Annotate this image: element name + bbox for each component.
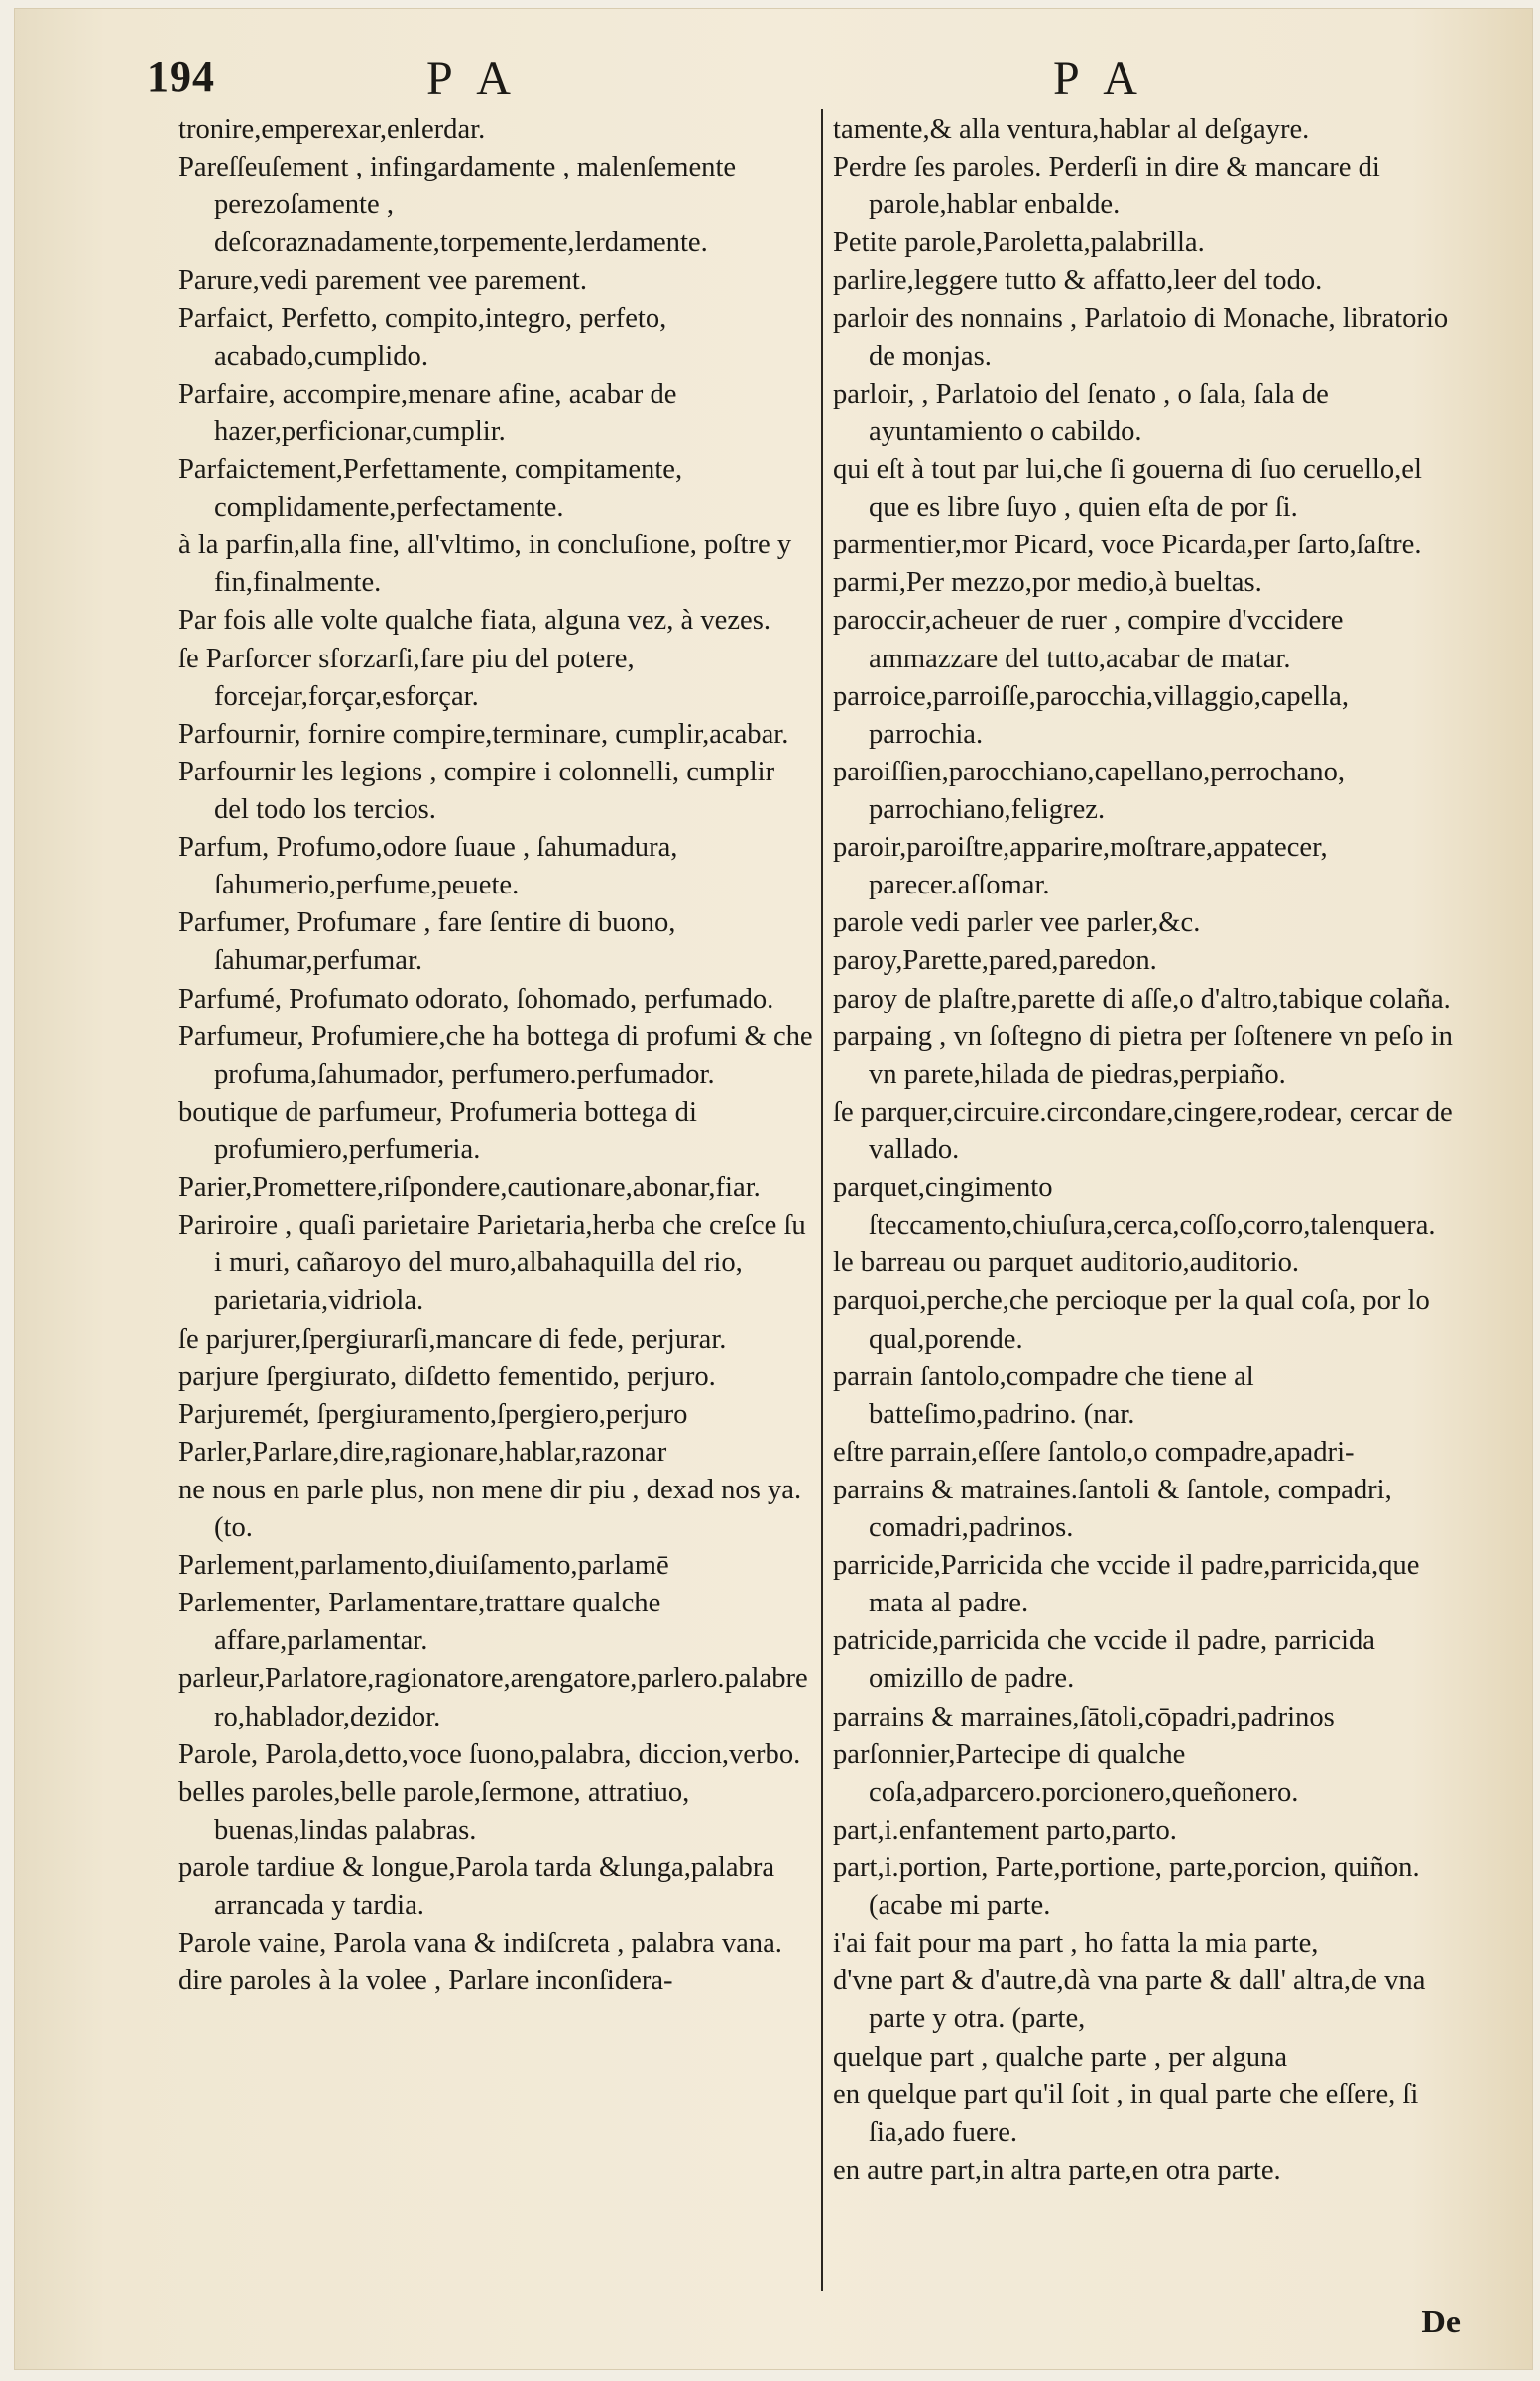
dictionary-entry: Parole vaine, Parola vana & indiſcreta , palabra vana.	[178, 1928, 782, 1960]
dictionary-entry: Parfumer, Profumare , fare ſentire di buono, ſahumar,perfumar.	[178, 907, 676, 977]
dictionary-entry: ne nous en parle plus, non mene dir piu , dexad nos ya. (to.	[178, 1474, 802, 1544]
dictionary-entry: Par fois alle volte qualche fiata, alguna vez, à vezes.	[178, 605, 771, 637]
dictionary-entry: part,i.enfantement parto,parto.	[833, 1814, 1177, 1845]
dictionary-entry: quelque part , qualche parte , per alguna	[833, 2041, 1288, 2073]
dictionary-entry: en quelque part qu'il ſoit , in qual parte che eſſere, ſi ſia,ado fuere.	[833, 2079, 1419, 2148]
dictionary-entry: Parfumé, Profumato odorato, ſohomado, perfumado.	[178, 983, 774, 1014]
dictionary-entry: dire paroles à la volee , Parlare inconſidera-	[178, 1965, 673, 1997]
column-divider	[821, 109, 823, 2291]
dictionary-entry: parquet,cingimento ſteccamento,chiuſura,cerca,coſſo,corro,talenquera.	[833, 1172, 1436, 1242]
dictionary-entry: Parlementer, Parlamentare,trattare qualche affare,parlamentar.	[178, 1588, 661, 1657]
dictionary-entry: parloir des nonnains , Parlatoio di Monache, libratorio de monjas.	[833, 302, 1449, 372]
dictionary-entry: Parfaictement,Perfettamente, compitamente, complidamente,perfectamente.	[178, 453, 683, 524]
dictionary-entry: d'vne part & d'autre,dà vna parte & dall' altra,de vna parte y otra. (parte,	[833, 1965, 1426, 2035]
catchword: De	[1421, 2304, 1461, 2340]
right-column	[833, 111, 1468, 2367]
dictionary-entry: parquoi,perche,che percioque per la qual coſa, por lo qual,porende.	[833, 1285, 1430, 1355]
dictionary-entry: boutique de parfumeur, Profumeria bottega di profumiero,perfumeria.	[178, 1096, 697, 1165]
dictionary-entry: eſtre parrain,eſſere ſantolo,o compadre,apadri-	[833, 1436, 1355, 1468]
dictionary-entry: ſe parjurer,ſpergiurarſi,mancare di fede, perjurar.	[178, 1323, 727, 1355]
dictionary-entry: Parfaire, accompire,menare afine, acabar de hazer,perficionar,cumplir.	[178, 378, 677, 447]
dictionary-entry: Parfournir les legions , compire i colonnelli, cumplir del todo los tercios.	[178, 756, 775, 825]
dictionary-entry: à la parfin,alla fine, all'vltimo, in concluſione, poſtre y fin,finalmente.	[178, 530, 792, 599]
dictionary-entry: parmi,Per mezzo,por medio,à bueltas.	[833, 567, 1262, 599]
dictionary-entry: parloir, , Parlatoio del ſenato , o ſala, ſala de ayuntamiento o cabildo.	[833, 378, 1329, 447]
dictionary-entry: tamente,& alla ventura,hablar al deſgayre.	[833, 114, 1310, 145]
dictionary-entry: le barreau ou parquet auditorio,auditorio.	[833, 1248, 1300, 1279]
running-head-right: P A	[1053, 53, 1145, 105]
dictionary-entry: paroir,paroiſtre,apparire,moſtrare,appatecer, parecer.aſſomar.	[833, 832, 1328, 901]
dictionary-entry: Parfournir, fornire compire,terminare, cumplir,acabar.	[178, 718, 789, 750]
dictionary-entry: Parjuremét, ſpergiuramento,ſpergiero,perjuro	[178, 1398, 688, 1430]
dictionary-entry: ſe parquer,circuire.circondare,cingere,rodear, cercar de vallado.	[833, 1096, 1453, 1165]
dictionary-entry: parricide,Parricida che vccide il padre,parricida,que mata al padre.	[833, 1550, 1420, 1619]
dictionary-entry: parlire,leggere tutto & affatto,leer del todo.	[833, 265, 1323, 297]
dictionary-entry: Parler,Parlare,dire,ragionare,hablar,razonar	[178, 1436, 667, 1468]
dictionary-entry: Parlement,parlamento,diuiſamento,parlamē	[178, 1550, 669, 1582]
dictionary-entry: paroy,Parette,pared,paredon.	[833, 945, 1157, 977]
dictionary-entry: parjure ſpergiurato, diſdetto fementido, perjuro.	[178, 1361, 716, 1392]
dictionary-entry: patricide,parricida che vccide il padre, parricida omizillo de padre.	[833, 1625, 1375, 1695]
dictionary-entry: paroiſſien,parocchiano,capellano,perrochano, parrochiano,feligrez.	[833, 756, 1346, 825]
dictionary-entry: ſe Parforcer sforzarſi,fare piu del potere, forcejar,forçar,esforçar.	[178, 643, 635, 712]
dictionary-entry: part,i.portion, Parte,portione, parte,porcion, quiñon. (acabe mi parte.	[833, 1852, 1420, 1922]
dictionary-entry: parole vedi parler vee parler,&c.	[833, 907, 1201, 939]
dictionary-entry: Parfum, Profumo,odore ſuaue , ſahumadura, ſahumerio,perfume,peuete.	[178, 832, 678, 901]
dictionary-entry: tronire,emperexar,enlerdar.	[178, 114, 486, 145]
running-head-left: P A	[426, 53, 519, 105]
dictionary-entry: parpaing , vn ſoſtegno di pietra per ſoſtenere vn peſo in vn parete,hilada de piedras,perpiaño.	[833, 1020, 1453, 1090]
dictionary-entry: parrains & marraines,ſātoli,cōpadri,padrinos	[833, 1701, 1335, 1732]
dictionary-entry: paroccir,acheuer de ruer , compire d'vccidere ammazzare del tutto,acabar de matar.	[833, 605, 1344, 674]
dictionary-entry: Parier,Promettere,riſpondere,cautionare,abonar,fiar.	[178, 1172, 761, 1204]
dictionary-entry: Parfaict, Perfetto, compito,integro, perfeto, acabado,cumplido.	[178, 302, 667, 372]
dictionary-entry: qui eſt à tout par lui,che ſi gouerna di ſuo ceruello,el que es libre ſuyo , quien eſta de por ſi.	[833, 453, 1422, 524]
dictionary-entry: parleur,Parlatore,ragionatore,arengatore,parlero.palabrero,hablador,dezidor.	[178, 1663, 808, 1732]
dictionary-entry: Pareſſeuſement , infingardamente , malenſemente perezoſamente , deſcoraznadamente,torpemente,lerdamente.	[178, 152, 737, 259]
dictionary-entry: en autre part,in altra parte,en otra parte.	[833, 2154, 1281, 2186]
dictionary-entry: parrain ſantolo,compadre che tiene al batteſimo,padrino. (nar.	[833, 1361, 1254, 1430]
dictionary-entry: Pariroire , quaſi parietaire Parietaria,herba che creſce ſu i muri, cañaroyo del muro,albahaquilla del rio, parietaria,vidriola.	[178, 1210, 806, 1317]
dictionary-entry: Parole, Parola,detto,voce ſuono,palabra, diccion,verbo.	[178, 1738, 801, 1770]
page-number: 194	[147, 53, 215, 101]
left-column	[178, 111, 813, 2367]
dictionary-entry: belles paroles,belle parole,ſermone, attratiuo, buenas,lindas palabras.	[178, 1776, 690, 1845]
dictionary-entry: Parure,vedi parement vee parement.	[178, 265, 588, 297]
dictionary-entry: paroy de plaſtre,parette di aſſe,o d'altro,tabique colaña.	[833, 983, 1451, 1014]
dictionary-entry: Petite parole,Paroletta,palabrilla.	[833, 227, 1205, 259]
dictionary-entry: parroice,parroiſſe,parocchia,villaggio,capella, parrochia.	[833, 680, 1349, 750]
dictionary-entry: parmentier,mor Picard, voce Picarda,per ſarto,ſaſtre.	[833, 530, 1422, 561]
dictionary-entry: Parfumeur, Profumiere,che ha bottega di profumi & che profuma,ſahumador, perfumero.perfumador.	[178, 1020, 813, 1090]
dictionary-entry: i'ai fait pour ma part , ho fatta la mia parte,	[833, 1928, 1319, 1960]
dictionary-entry: parrains & matraines.ſantoli & ſantole, compadri, comadri,padrinos.	[833, 1474, 1392, 1544]
dictionary-entry: parole tardiue & longue,Parola tarda &lunga,palabra arrancada y tardia.	[178, 1852, 775, 1922]
dictionary-entry: parſonnier,Partecipe di qualche coſa,adparcero.porcionero,queñonero.	[833, 1738, 1299, 1808]
dictionary-entry: Perdre ſes paroles. Perderſi in dire & mancare di parole,hablar enbalde.	[833, 152, 1380, 221]
